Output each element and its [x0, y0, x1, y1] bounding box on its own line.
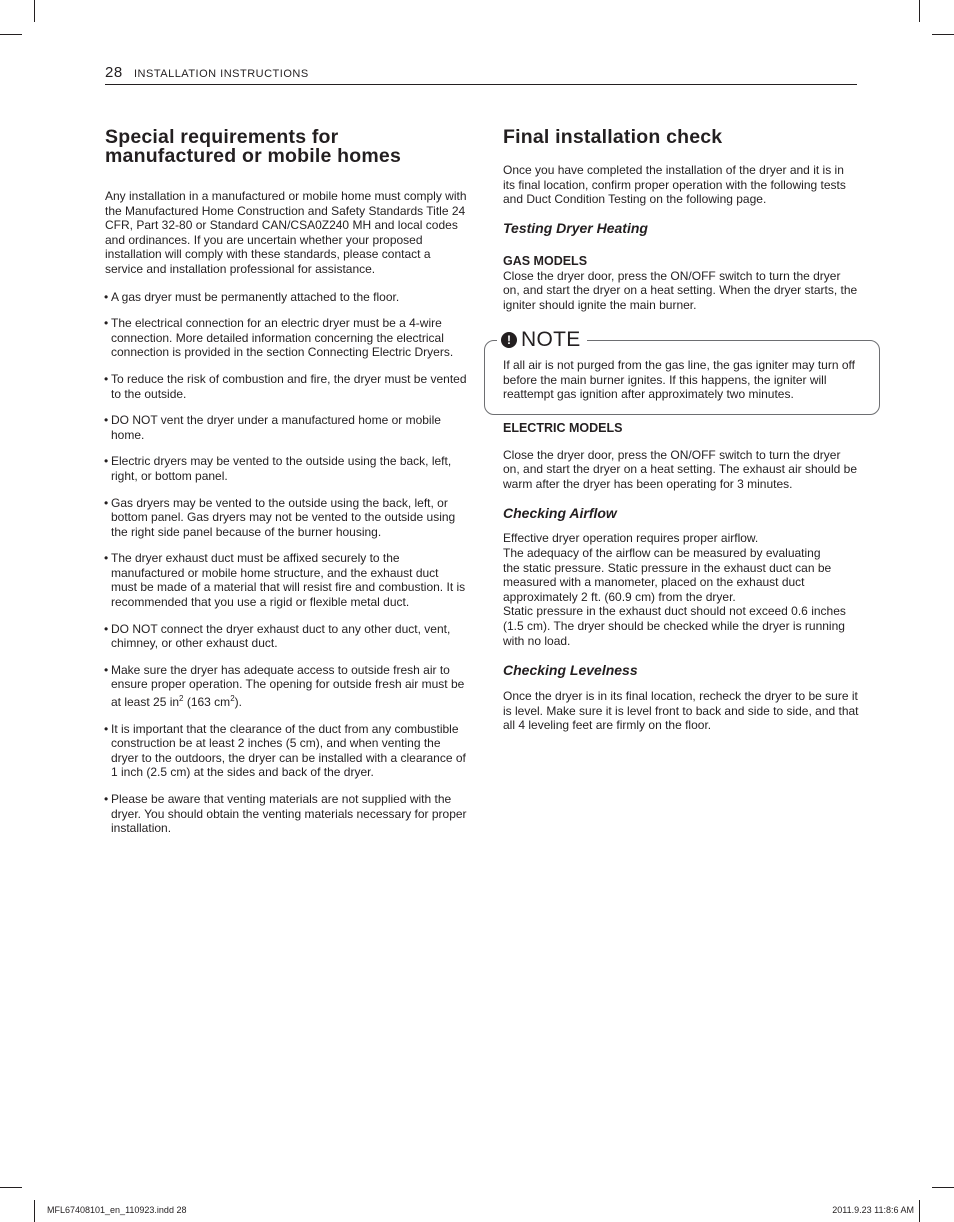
note-box [484, 328, 880, 415]
list-item: • DO NOT vent the dryer under a manufactured home or mobile home. [104, 413, 441, 442]
list-item: • The dryer exhaust duct must be affixed securely to the manufactured or mobile home structure, and the exhaust duct must be made of a material that will resist fire and combustion. It is recommended that you use a rigid or flexible metal duct. [104, 551, 466, 610]
crop-mark [932, 1187, 954, 1188]
requirements-list [105, 290, 467, 836]
list-item: • A gas dryer must be permanently attached to the floor. [104, 289, 400, 304]
list-item: • DO NOT connect the dryer exhaust duct to any other duct, vent, chimney, or other exhaust duct. [104, 621, 451, 651]
final-check-intro: Once you have completed the installation of the dryer and it is in its final location, confirm proper operation with the following tests and Duct Condition Testing on the following page. [503, 163, 846, 207]
page-header [105, 62, 857, 85]
crop-mark [919, 1200, 920, 1222]
list-item: • The electrical connection for an electric dryer must be a 4-wire connection. More detailed information concerning the electrical connection is provided in the section Connecting Electric Dryers. [104, 316, 454, 360]
final-check-heading: Final installation check [503, 126, 723, 148]
gas-models-heading: GAS MODELS [503, 253, 588, 268]
left-column [105, 128, 467, 848]
airflow-text-3: Static pressure in the exhaust duct should not exceed 0.6 inches (1.5 cm). The dryer should be checked while the dryer is running with no load. [503, 604, 846, 648]
crop-mark [919, 0, 920, 22]
electric-models-text: Close the dryer door, press the ON/OFF switch to turn the dryer on, and start the dryer on a heat setting. The exhaust air should be warm after the dryer has been operating for 3 minutes. [503, 447, 858, 491]
electric-models-heading: ELECTRIC MODELS [503, 420, 623, 435]
list-item: • To reduce the risk of combustion and fire, the dryer must be vented to the outside. [104, 371, 467, 401]
section-label: INSTALLATION INSTRUCTIONS [134, 68, 309, 80]
list-item: • Gas dryers may be vented to the outside using the back, left, or bottom panel. Gas dryers may not be vented to the outside using the right side panel because of the burner housing. [104, 495, 456, 539]
footer-file-name: MFL67408101_en_110923.indd 28 [47, 1205, 187, 1215]
mobile-homes-intro: Any installation in a manufactured or mobile home must comply with the Manufactured Home Construction and Safety Standards Title 24 CFR, Part 32-80 or Standard CAN/CSA0Z240 MH and local codes and ordinances. If you are uncertain whether your proposed installation will comply with these standards, please contact a service and installation professional for assistance. [105, 189, 467, 276]
list-item: • It is important that the clearance of the duct from any combustible construction be at least 2 inches (5 cm), and when venting the dryer to the outdoors, the dryer can be installed with a clearance of 1 inch (2.5 cm) at the sides and back of the dryer. [104, 721, 466, 780]
note-title-wrap [497, 329, 587, 351]
footer-timestamp: 2011.9.23 11:8:6 AM [832, 1205, 914, 1215]
testing-heating-heading: Testing Dryer Heating [503, 219, 648, 236]
note-title: NOTE [521, 328, 581, 351]
crop-mark [932, 34, 954, 35]
crop-mark [34, 0, 35, 22]
list-item: • Please be aware that venting materials are not supplied with the dryer. You should obtain the venting materials necessary for proper installation. [104, 792, 467, 836]
checking-airflow-heading: Checking Airflow [503, 505, 617, 522]
mobile-homes-heading: Special requirements for manufactured or mobile homes [105, 126, 401, 167]
airflow-text-1: Effective dryer operation requires proper airflow. [503, 531, 759, 546]
list-item: • Make sure the dryer has adequate access to outside fresh air to ensure proper operation. The opening for outside fresh air must be at least 25 $in^2$ (163 $cm^2$). [104, 662, 465, 710]
checking-levelness-heading: Checking Levelness [503, 662, 638, 679]
levelness-text: Once the dryer is in its final location, recheck the dryer to be sure it is level. Make sure it is level front to back and side to side, and that all 4 leveling feet are firmly on the floor. [503, 689, 859, 733]
crop-mark [0, 34, 22, 35]
page-number: 28 [105, 64, 123, 81]
exclamation-icon: ! [501, 332, 517, 348]
gas-models-text: Close the dryer door, press the ON/OFF switch to turn the dryer on, and start the dryer on a heat setting. When the dryer starts, the igniter should ignite the main burner. [503, 268, 858, 312]
crop-mark [34, 1200, 35, 1222]
airflow-text-2: The adequacy of the airflow can be measured by evaluating the static pressure. Static pressure in the exhaust duct can be measured with a manometer, placed on the exhaust duct approximately 2 ft. (60.9 cm) from the dryer. [503, 545, 832, 604]
crop-mark [0, 1187, 22, 1188]
list-item: • Electric dryers may be vented to the outside using the back, left, right, or bottom panel. [104, 454, 452, 483]
note-text: If all air is not purged from the gas line, the gas igniter may turn off before the main burner ignites. If this happens, the igniter will reattempt gas ignition after approximately two minutes. [503, 358, 855, 402]
right-column [503, 128, 859, 733]
